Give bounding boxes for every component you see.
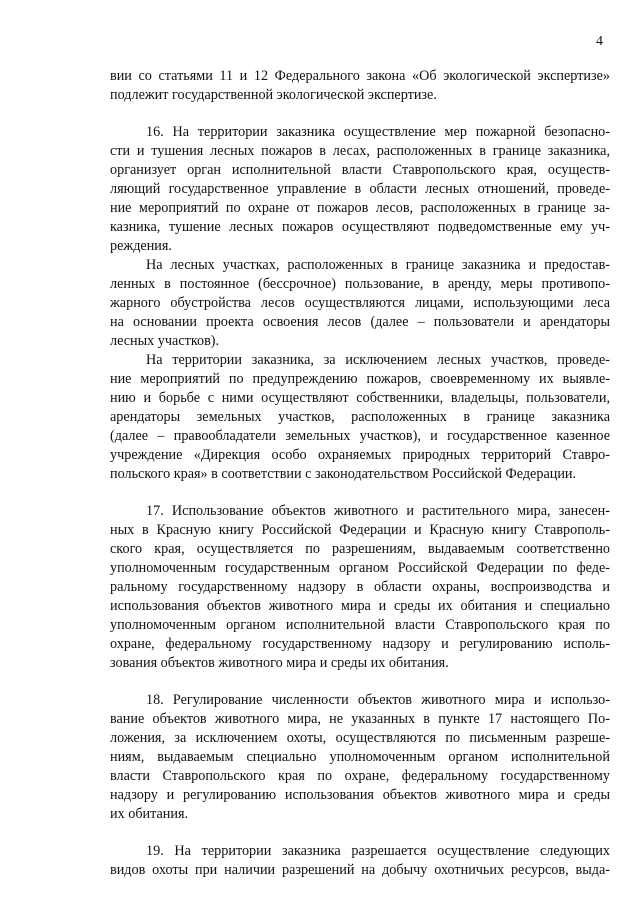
text-line: охране, федеральному государственному надзору и регулированию исполь-	[110, 636, 610, 652]
text-line: видов охоты при наличии разрешений на добычу охотничьих ресурсов, выда-	[110, 862, 610, 878]
text-line: использования объектов животного мира и среды их обитания и специально	[110, 598, 610, 614]
paragraph	[110, 67, 610, 105]
paragraph	[110, 691, 610, 824]
paragraph-gap	[110, 673, 610, 691]
text-line: власти Ставропольского края по охране, федеральному государственному	[110, 768, 610, 784]
text-line: ниям, выдаваемым специально уполномоченным органом исполнительной	[110, 749, 610, 765]
paragraph	[110, 502, 610, 673]
page-number: 4	[596, 34, 603, 49]
paragraph	[110, 351, 610, 484]
text-line: 18. Регулирование численности объектов животного мира и использо-	[146, 692, 610, 708]
text-line: польского края» в соответствии с законодательством Российской Федерации.	[110, 466, 577, 482]
text-line: ложения, за исключением охоты, осуществляются по письменным разреше-	[110, 730, 610, 746]
text-line: (далее – правообладатели земельных участков), и государственное казенное	[110, 428, 610, 444]
text-line: вии со статьями 11 и 12 Федерального закона «Об экологической экспертизе»	[110, 68, 610, 84]
text-line: уполномоченным государственным органом Российской Федерации по феде-	[110, 560, 610, 576]
text-line: ленных в постоянное (бессрочное) пользование, в аренду, меры противопо-	[110, 276, 610, 292]
text-line: сти и тушения лесных пожаров в лесах, расположенных в границе заказника,	[110, 143, 610, 159]
text-line: вание объектов животного мира, не указанных в пункте 17 настоящего По-	[110, 711, 610, 727]
paragraph	[110, 256, 610, 351]
text-line: ральному государственному надзору в области охраны, воспроизводства и	[110, 579, 610, 595]
text-line: жарного обустройства лесов осуществляются лицами, использующими леса	[110, 295, 610, 311]
text-line: организует орган исполнительной власти Ставропольского края, осуществ-	[110, 162, 610, 178]
text-line: ние мероприятий по предупреждению пожаров, своевременному их выявле-	[110, 371, 610, 387]
text-line: учреждение «Дирекция особо охраняемых природных территорий Ставро-	[110, 447, 610, 463]
paragraph-gap	[110, 484, 610, 502]
text-line: на основании проекта освоения лесов (далее – пользователи и арендаторы	[110, 314, 610, 330]
text-line: ние мероприятий по охране от пожаров лесов, расположенных в границе за-	[110, 200, 610, 216]
paragraph-gap	[110, 105, 610, 123]
paragraph	[110, 123, 610, 256]
text-line: их обитания.	[110, 806, 189, 822]
document-body	[110, 67, 610, 880]
paragraph	[110, 842, 610, 880]
text-line: зования объектов животного мира и среды их обитания.	[110, 655, 449, 671]
text-line: надзору и регулированию использования объектов животного мира и среды	[110, 787, 610, 803]
text-line: 17. Использование объектов животного и растительного мира, занесен-	[146, 503, 610, 519]
text-line: ляющий государственное управление в области лесных отношений, проведе-	[110, 181, 610, 197]
text-line: лесных участков).	[110, 333, 220, 349]
text-line: 19. На территории заказника разрешается осуществление следующих	[146, 843, 610, 859]
text-line: казника, тушение лесных пожаров осуществляют подведомственные ему уч-	[110, 219, 610, 235]
text-line: 16. На территории заказника осуществление мер пожарной безопасно-	[146, 124, 610, 140]
text-line: подлежит государственной экологической экспертизе.	[110, 87, 437, 103]
text-line: ского края, осуществляется по разрешениям, выдаваемым соответственно	[110, 541, 610, 557]
text-line: арендаторы земельных участков, расположенных в границе заказника	[110, 409, 610, 425]
paragraph-gap	[110, 824, 610, 842]
text-line: уполномоченным органом исполнительной власти Ставропольского края по	[110, 617, 610, 633]
text-line: реждения.	[110, 238, 172, 254]
text-line: нию и борьбе с ними осуществляют собственники, владельцы, пользователи,	[110, 390, 610, 406]
text-line: На лесных участках, расположенных в границе заказника и предостав-	[146, 257, 610, 273]
text-line: На территории заказника, за исключением лесных участков, проведе-	[146, 352, 610, 368]
text-line: ных в Красную книгу Российской Федерации и Красную книгу Ставрополь-	[110, 522, 610, 538]
